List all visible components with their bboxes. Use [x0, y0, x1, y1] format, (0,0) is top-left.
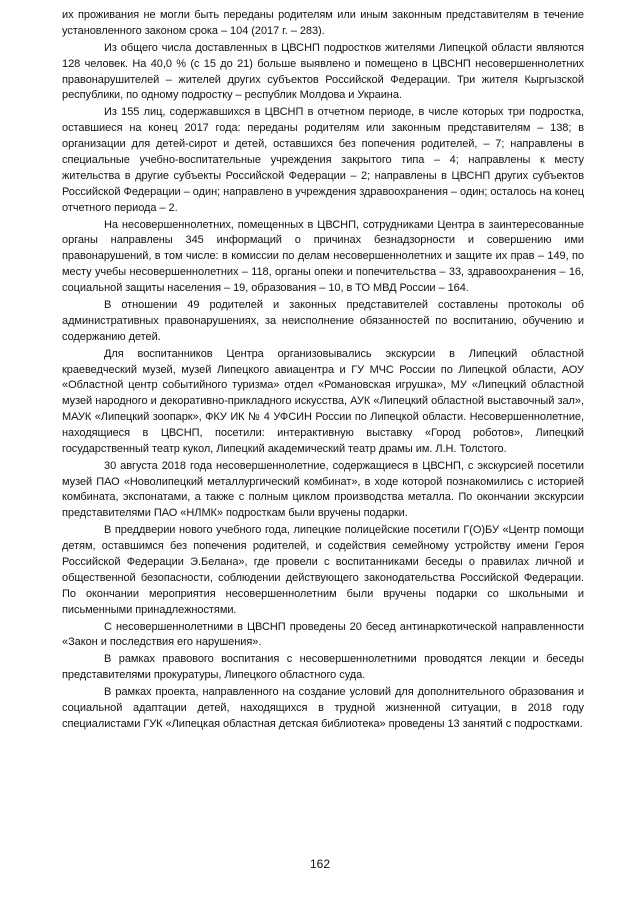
- paragraph-6: Для воспитанников Центра организовывались экскурсии в Липецкий областной краеведческий музей, музей Липецкого авиацентра и ГУ МЧС России по Липецкой области, АОУ «Областной центр событийного туризма» отдел «Романовская игрушка», МУ «Липецкий областной музей народного и декоративно-прикладного искусства, АУК «Липецкий областной выставочный зал», МАУК «Липецкий зоопарк», ФКУ ИК № 4 УФСИН России по Липецкой области. Несовершеннолетние, находящиеся в ЦВСНП, посетили: интерактивную выставку «Город роботов», Липецкий государственный театр кукол, Липецкий академический театр драмы им. Л.Н. Толстого.: [62, 347, 584, 455]
- paragraph-4: На несовершеннолетних, помещенных в ЦВСНП, сотрудниками Центра в заинтересованные органы направлены 345 информаций о причинах безнадзорности и совершению ими правонарушений, в том числе: в комиссии по делам несовершеннолетних и защите их прав – 149, по месту учебы несовершеннолетних – 118, органы опеки и попечительства – 33, здравоохранения – 16, социальной защиты населения – 19, образования – 10, в ТО МВД России – 164.: [62, 218, 584, 294]
- paragraph-8: В преддверии нового учебного года, липецкие полицейские посетили Г(О)БУ «Центр помощи детям, оставшимся без попечения родителей, и содействия семейному устройству имени Героя Российской Федерации Э.Белана», где провели с воспитанниками беседы о правилах личной и общественной безопасности, соблюдении действующего законодательства Российской Федерации. По окончании мероприятия несовершеннолетним были вручены подарки со школьными и письменными принадлежностями.: [62, 524, 584, 616]
- paragraph-9: С несовершеннолетними в ЦВСНП проведены 20 бесед антинаркотической направленности «Закон и последствия его нарушения».: [62, 620, 584, 649]
- paragraph-7: 30 августа 2018 года несовершеннолетние, содержащиеся в ЦВСНП, с экскурсией посетили музей ПАО «Новолипецкий металлургический комбинат», в ходе которой познакомились с историей комбината, экспонатами, а также с полным циклом производства металла. По окончании экскурсии представителями ПАО «НЛМК» подросткам были вручены подарки.: [62, 459, 584, 520]
- page-number: 162: [309, 857, 331, 871]
- document-page: [62, 8, 584, 734]
- paragraph-3: Из 155 лиц, содержавшихся в ЦВСНП в отчетном периоде, в числе которых три подростка, оставшиеся на конец 2017 года: переданы родителям или законным представителям – 138; в организации для детей-сирот и детей, оставшихся без попечения родителей, – 7; направлены в специальные учебно-воспитательные учреждения закрытого типа – 4; направлены к месту жительства в другие субъекты Российской Федерации – 2; направлены в ЦВСНП других субъектов Российской Федерации – один; направлено в учреждения здравоохранения – один; осталось на конец отчетного периода – 2.: [62, 106, 584, 214]
- paragraph-11: В рамках проекта, направленного на создание условий для дополнительного образования и социальной адаптации детей, находящихся в трудной жизненной ситуации, в 2018 году специалистами ГУК «Липецкая областная детская библиотека» проведены 13 занятий с подростками.: [62, 686, 584, 730]
- paragraph-5: В отношении 49 родителей и законных представителей составлены протоколы об административных правонарушениях, за неисполнение обязанностей по воспитанию, обучению и содержанию детей.: [62, 298, 584, 343]
- paragraph-10: В рамках правового воспитания с несовершеннолетними проводятся лекции и беседы представителями прокуратуры, Липецкого областного суда.: [62, 653, 584, 682]
- paragraph-2: Из общего числа доставленных в ЦВСНП подростков жителями Липецкой области являются 128 человек. На 40,0 % (с 15 до 21) больше выявлено и помещено в ЦВСНП несовершеннолетних правонарушителей – жителей других субъектов Российской Федерации. Три жителя Кыргызской республики, по одному подростку – республик Молдова и Украина.: [62, 41, 584, 102]
- paragraph-1: их проживания не могли быть переданы родителям или иным законным представителям в течение установленного законом срока – 104 (2017 г. – 283).: [62, 9, 584, 37]
